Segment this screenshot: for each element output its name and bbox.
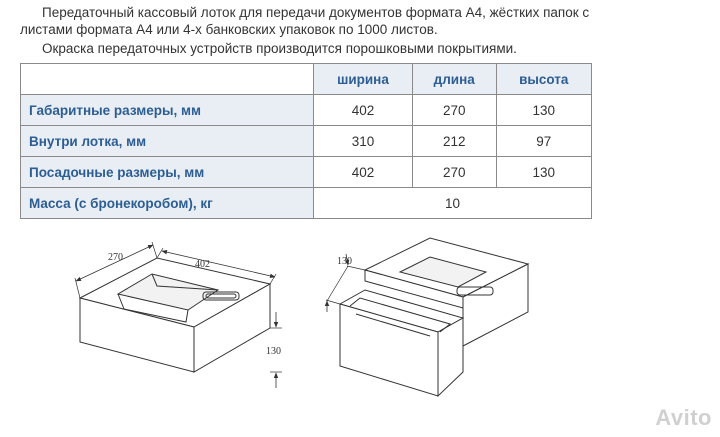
table-corner-cell: [21, 64, 314, 95]
row-label: Масса (с бронекоробом), кг: [21, 188, 314, 219]
header-width: ширина: [314, 64, 413, 95]
table-row: [21, 126, 592, 157]
intro-line-2: Окраска передаточных устройств производится порошковыми покрытиями.: [42, 41, 517, 56]
avito-watermark: [655, 405, 712, 431]
cell-value: 130: [496, 95, 592, 126]
cell-value: 270: [412, 95, 496, 126]
dim-label-height: 130: [266, 346, 281, 357]
row-label: Посадочные размеры, мм: [21, 157, 314, 188]
header-length: длина: [412, 64, 496, 95]
drawing-tray-drawer: [326, 238, 528, 396]
table-row: [21, 157, 592, 188]
dim-label-width: 402: [195, 259, 210, 270]
dim-label-height-2: 130: [337, 256, 352, 267]
intro-line-1: Передаточный кассовый лоток для передачи документов формата А4, жёстких папок с листами формата А4 или 4-х банковских упаковок по 1000 листов.: [20, 5, 590, 37]
cell-value: 402: [314, 95, 413, 126]
dim-label-depth: 270: [108, 252, 123, 263]
cell-value: 212: [412, 126, 496, 157]
drawing-tray-open: [75, 242, 282, 388]
intro-text: [20, 4, 620, 57]
header-height: высота: [496, 64, 592, 95]
row-label: Внутри лотка, мм: [21, 126, 314, 157]
row-label: Габаритные размеры, мм: [21, 95, 314, 126]
watermark-logo: Avito: [655, 405, 712, 430]
technical-drawings: [0, 224, 720, 437]
table-row: [21, 188, 592, 219]
cell-value: 270: [412, 157, 496, 188]
cell-value: 402: [314, 157, 413, 188]
table-header-row: [21, 64, 592, 95]
table-row: [21, 95, 592, 126]
cell-value: 97: [496, 126, 592, 157]
cell-value: 130: [496, 157, 592, 188]
cell-value-mass: 10: [314, 188, 592, 219]
spec-table: [20, 63, 592, 219]
cell-value: 310: [314, 126, 413, 157]
